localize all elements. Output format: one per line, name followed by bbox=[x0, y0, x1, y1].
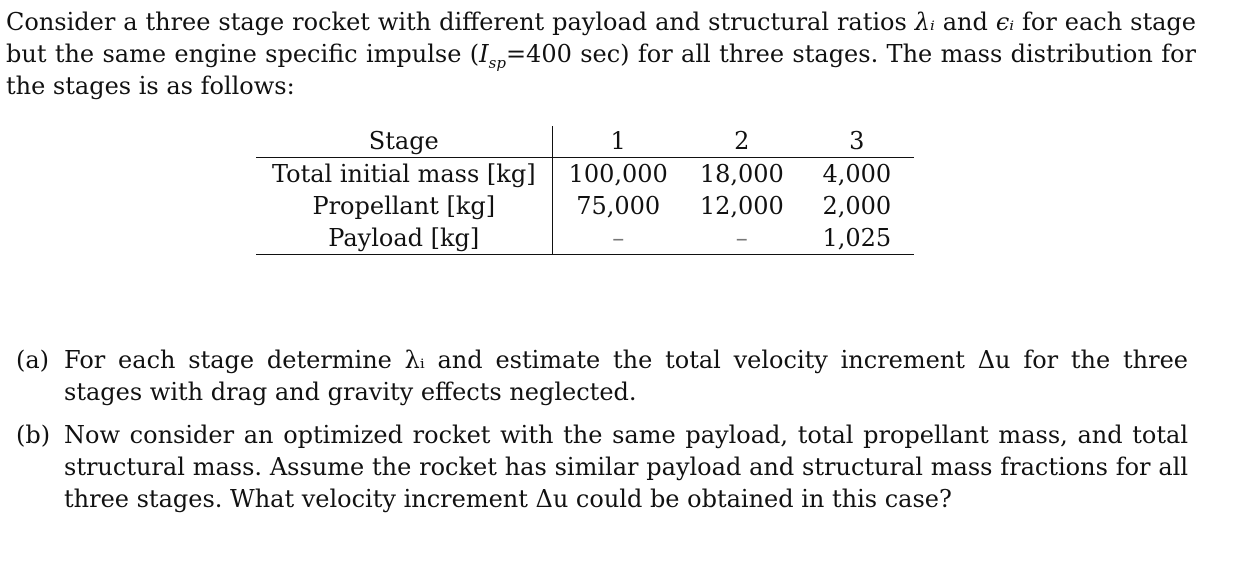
payload-stage-1: – bbox=[552, 222, 684, 255]
row-label-total-mass: Total initial mass [kg] bbox=[256, 158, 552, 191]
question-parts bbox=[16, 344, 1188, 526]
header-stage: Stage bbox=[256, 126, 552, 158]
row-label-propellant: Propellant [kg] bbox=[256, 190, 552, 222]
propellant-stage-2: 12,000 bbox=[699, 192, 784, 220]
payload-stage-3: 1,025 bbox=[800, 222, 914, 255]
header-stage-3: 3 bbox=[800, 126, 914, 158]
epsilon-symbol: ϵᵢ bbox=[995, 8, 1015, 36]
table-row bbox=[256, 158, 914, 191]
propellant-stage-3: 2,000 bbox=[822, 192, 892, 220]
isp-subscript: sp bbox=[488, 53, 506, 72]
part-b-text: Now consider an optimized rocket with the same payload, total propellant mass, and total structural mass. Assume the rocket has similar payload and structural mass fractions for all three stages. What velocity increment Δu could be obtained in this case? bbox=[64, 421, 1188, 513]
row-label-payload: Payload [kg] bbox=[256, 222, 552, 255]
lambda-symbol: λᵢ bbox=[914, 8, 935, 36]
problem-intro bbox=[6, 6, 1196, 102]
total-mass-stage-1: 100,000 bbox=[568, 160, 668, 188]
intro-and: and bbox=[942, 8, 988, 36]
table-row bbox=[256, 222, 914, 255]
header-stage-1: 1 bbox=[552, 126, 684, 158]
total-mass-stage-2: 18,000 bbox=[699, 160, 784, 188]
intro-text-2: for each stage but the same engine specific impulse ( bbox=[6, 8, 1196, 68]
isp-symbol: I bbox=[479, 40, 489, 68]
list-item bbox=[16, 344, 1188, 408]
mass-distribution-table bbox=[256, 126, 914, 255]
total-mass-stage-3: 4,000 bbox=[822, 160, 892, 188]
part-a-marker: (a) bbox=[16, 346, 50, 374]
part-a-text: For each stage determine λᵢ and estimate the total velocity increment Δu for the three stages with drag and gravity effects neglected. bbox=[64, 346, 1188, 406]
intro-text-1: Consider a three stage rocket with different payload and structural ratios bbox=[6, 8, 907, 36]
table-header-row bbox=[256, 126, 914, 158]
header-stage-2: 2 bbox=[684, 126, 800, 158]
table-row bbox=[256, 190, 914, 222]
payload-stage-2: – bbox=[684, 222, 800, 255]
propellant-stage-1: 75,000 bbox=[576, 192, 661, 220]
part-b-marker: (b) bbox=[16, 421, 51, 449]
list-item bbox=[16, 419, 1188, 515]
intro-text-3: =400 sec) for all three stages. The mass distribution for the stages is as follows: bbox=[6, 40, 1197, 100]
